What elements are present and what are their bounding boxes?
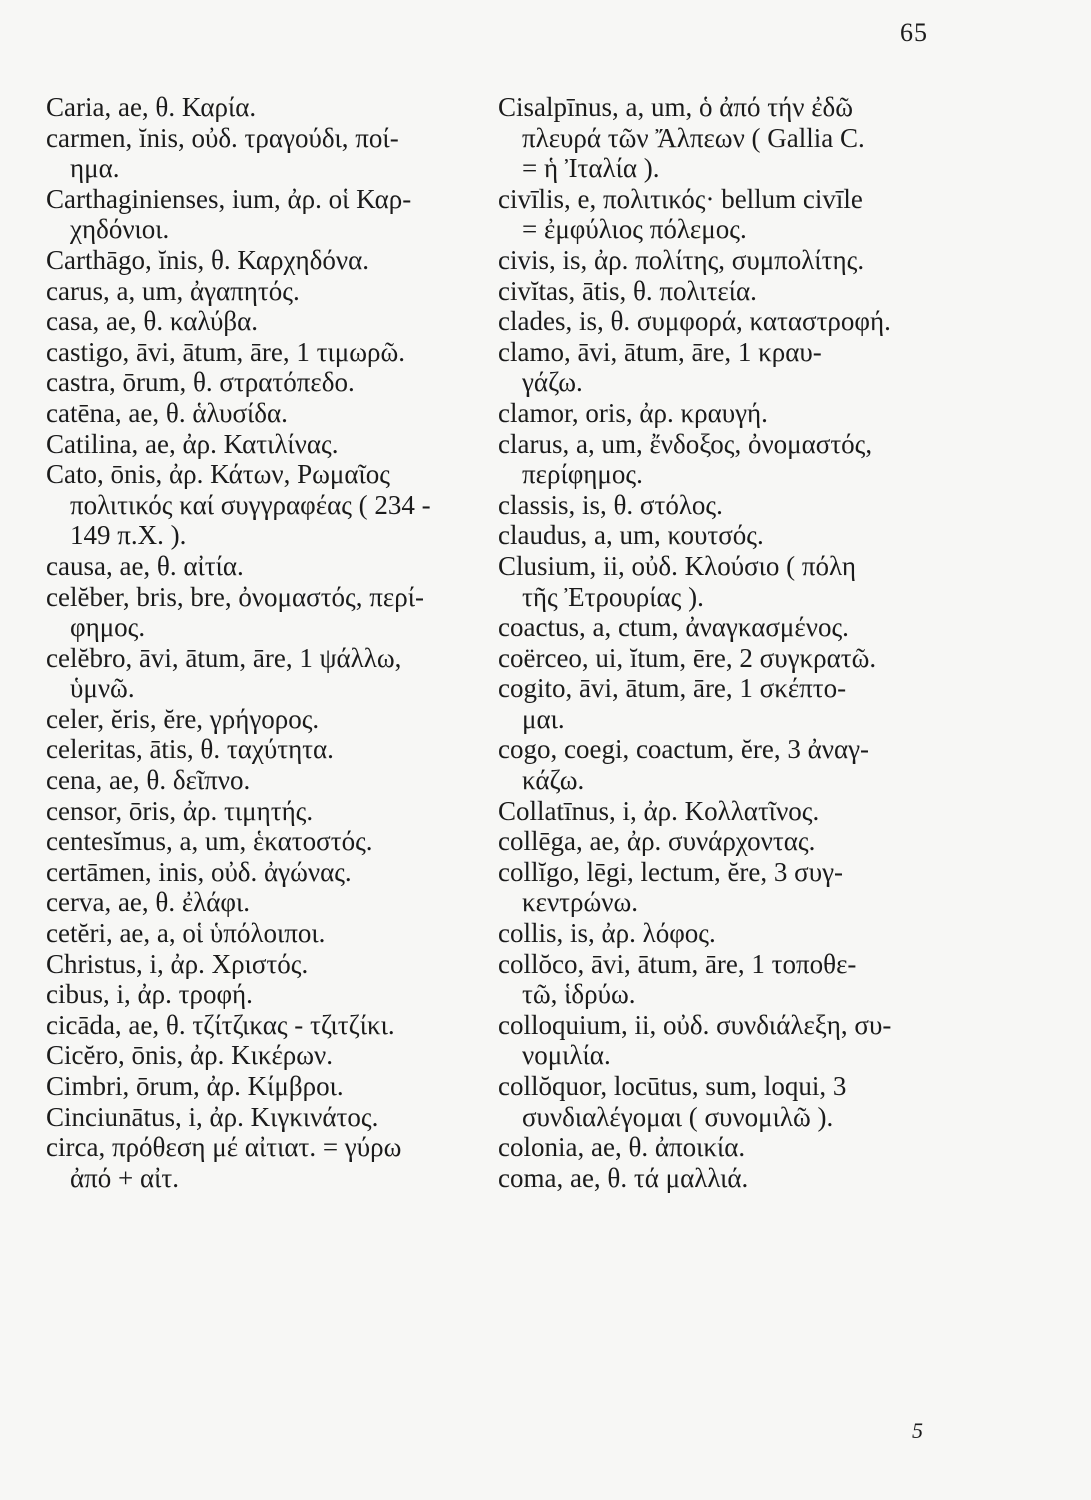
entry-headword-line: Collatīnus, i, ἀρ. Κολλατῖνος. bbox=[498, 795, 820, 826]
entry-headword-line: centesĭmus, a, um, ἑκατοστός. bbox=[46, 826, 373, 857]
entry-headword-line: castigo, āvi, ātum, āre, 1 τιμωρῶ. bbox=[46, 336, 406, 367]
entry-headword-line: cibus, i, ἀρ. τροφή. bbox=[46, 979, 253, 1010]
entry-headword-line: Catilina, ae, ἀρ. Κατιλίνας. bbox=[46, 428, 339, 459]
entry-headword-line: Cinciunātus, i, ἀρ. Κιγκινάτος. bbox=[46, 1101, 379, 1132]
entry-headword-line: castra, ōrum, θ. στρατόπεδο. bbox=[46, 367, 355, 398]
dictionary-entry bbox=[498, 918, 948, 949]
entry-headword-line: colonia, ae, θ. ἀποικία. bbox=[498, 1132, 746, 1163]
entry-headword-line: Cicĕro, ōnis, ἀρ. Κικέρων. bbox=[46, 1040, 334, 1071]
entry-headword-line: coërceo, ui, ĭtum, ēre, 2 συγκρατῶ. bbox=[498, 642, 877, 673]
entry-headword-line: celeritas, ātis, θ. ταχύτητα. bbox=[46, 734, 334, 765]
entry-headword-line: collĭgo, lēgi, lectum, ĕre, 3 συγ- bbox=[498, 856, 844, 887]
entry-continuation-line: πολιτικός καί συγγραφέας ( 234 - bbox=[70, 489, 431, 520]
dictionary-entry bbox=[46, 796, 516, 827]
entry-continuation-line: = ἐμφύλιος πόλεμος. bbox=[522, 214, 747, 245]
entry-continuation-line: νομιλία. bbox=[522, 1040, 611, 1071]
dictionary-entry bbox=[46, 551, 516, 582]
left-column bbox=[46, 92, 516, 1193]
entry-headword-line: certāmen, inis, οὐδ. ἀγώνας. bbox=[46, 856, 352, 887]
entry-continuation-line: ὑμνῶ. bbox=[70, 673, 135, 704]
dictionary-entry bbox=[498, 337, 948, 398]
dictionary-entry bbox=[46, 1010, 516, 1041]
entry-headword-line: Carthāgo, ĭnis, θ. Καρχηδόνα. bbox=[46, 244, 369, 275]
entry-headword-line: Cisalpīnus, a, um, ὁ ἀπό τήν ἐδῶ bbox=[498, 92, 854, 122]
entry-headword-line: collis, is, ἀρ. λόφος. bbox=[498, 918, 716, 949]
entry-headword-line: cogo, coegi, coactum, ĕre, 3 ἀναγ- bbox=[498, 734, 870, 765]
entry-headword-line: civĭtas, ātis, θ. πολιτεία. bbox=[498, 275, 757, 306]
dictionary-entry bbox=[498, 734, 948, 795]
entry-headword-line: clades, is, θ. συμφορά, καταστροφή. bbox=[498, 306, 891, 337]
dictionary-entry bbox=[46, 704, 516, 735]
dictionary-entry bbox=[498, 551, 948, 612]
dictionary-entry bbox=[46, 306, 516, 337]
entry-headword-line: collēga, ae, ἀρ. συνάρχοντας. bbox=[498, 826, 816, 857]
entry-continuation-line: περίφημος. bbox=[522, 459, 643, 490]
dictionary-entry bbox=[46, 949, 516, 980]
entry-continuation-line: ημα. bbox=[70, 153, 120, 184]
entry-headword-line: clamor, oris, ἀρ. κραυγή. bbox=[498, 397, 768, 428]
entry-headword-line: Caria, ae, θ. Καρία. bbox=[46, 92, 257, 122]
dictionary-entry bbox=[46, 1040, 516, 1071]
dictionary-entry bbox=[46, 245, 516, 276]
entry-headword-line: civīlis, e, πολιτικός· bellum civīle bbox=[498, 183, 863, 214]
entry-headword-line: clamo, āvi, ātum, āre, 1 κραυ- bbox=[498, 336, 822, 367]
entry-headword-line: cerva, ae, θ. ἐλάφι. bbox=[46, 887, 251, 918]
signature-mark: 5 bbox=[912, 1418, 923, 1443]
dictionary-entry bbox=[46, 337, 516, 368]
entry-continuation-line: πλευρά τῶν Ἄλπεων ( Gallia C. bbox=[522, 122, 865, 153]
dictionary-entry bbox=[498, 612, 948, 643]
entry-headword-line: catēna, ae, θ. ἁλυσίδα. bbox=[46, 397, 288, 428]
entry-headword-line: Christus, i, ἀρ. Χριστός. bbox=[46, 948, 309, 979]
dictionary-entry bbox=[498, 673, 948, 734]
dictionary-entry bbox=[498, 826, 948, 857]
entry-continuation-line: = ἡ Ἰταλία ). bbox=[522, 153, 660, 184]
dictionary-entry bbox=[46, 1102, 516, 1133]
entry-headword-line: Clusium, ii, οὐδ. Κλούσιο ( πόλη bbox=[498, 550, 856, 581]
dictionary-entry bbox=[498, 1010, 948, 1071]
right-column bbox=[498, 92, 948, 1193]
entry-continuation-line: φημος. bbox=[70, 612, 146, 643]
entry-continuation-line: συνδιαλέγομαι ( συνομιλῶ ). bbox=[522, 1101, 834, 1132]
dictionary-entry bbox=[46, 765, 516, 796]
dictionary-entry bbox=[498, 306, 948, 337]
entry-headword-line: circa, πρόθεση μέ αἰτιατ. = γύρω bbox=[46, 1132, 402, 1163]
dictionary-entry bbox=[498, 245, 948, 276]
dictionary-entry bbox=[498, 92, 948, 184]
entry-headword-line: Cato, ōnis, ἀρ. Κάτων, Ρωμαῖος bbox=[46, 459, 390, 490]
dictionary-entry bbox=[46, 367, 516, 398]
dictionary-entry bbox=[46, 276, 516, 307]
dictionary-entry bbox=[498, 490, 948, 521]
entry-headword-line: civis, is, ἀρ. πολίτης, συμπολίτης. bbox=[498, 244, 865, 275]
entry-continuation-line: μαι. bbox=[522, 703, 565, 734]
dictionary-entry bbox=[46, 582, 516, 643]
entry-headword-line: cicāda, ae, θ. τζίτζικας - τζιτζίκι. bbox=[46, 1009, 395, 1040]
dictionary-entry bbox=[46, 857, 516, 888]
dictionary-entry bbox=[498, 398, 948, 429]
entry-headword-line: carmen, ĭnis, οὐδ. τραγούδι, ποί- bbox=[46, 122, 399, 153]
dictionary-entry bbox=[46, 918, 516, 949]
dictionary-entry bbox=[498, 1163, 948, 1194]
dictionary-entry bbox=[46, 184, 516, 245]
entry-headword-line: cogito, āvi, ātum, āre, 1 σκέπτο- bbox=[498, 673, 847, 704]
entry-headword-line: collŏco, āvi, ātum, āre, 1 τοποθε- bbox=[498, 948, 857, 979]
entry-headword-line: coma, ae, θ. τά μαλλιά. bbox=[498, 1162, 749, 1193]
dictionary-entry bbox=[46, 1132, 516, 1193]
dictionary-entry bbox=[46, 429, 516, 460]
entry-headword-line: censor, ōris, ἀρ. τιμητής. bbox=[46, 795, 314, 826]
entry-continuation-line: 149 π.Χ. ). bbox=[70, 520, 187, 551]
dictionary-entry bbox=[498, 1132, 948, 1163]
dictionary-entry bbox=[46, 398, 516, 429]
dictionary-entry bbox=[46, 123, 516, 184]
entry-headword-line: cena, ae, θ. δεῖπνο. bbox=[46, 765, 251, 796]
entry-headword-line: coactus, a, ctum, ἀναγκασμένος. bbox=[498, 612, 849, 643]
entry-headword-line: cetĕri, ae, a, οἱ ὑπόλοιποι. bbox=[46, 918, 326, 949]
entry-continuation-line: χηδόνιοι. bbox=[70, 214, 170, 245]
entry-headword-line: Carthaginienses, ium, ἀρ. οἱ Καρ- bbox=[46, 183, 412, 214]
entry-continuation-line: τῆς Ἐτρουρίας ). bbox=[522, 581, 704, 612]
dictionary-entry bbox=[498, 949, 948, 1010]
dictionary-entry bbox=[46, 643, 516, 704]
dictionary-entry bbox=[498, 643, 948, 674]
entry-continuation-line: κάζω. bbox=[522, 765, 585, 796]
entry-continuation-line: τῶ, ἱδρύω. bbox=[522, 979, 636, 1010]
entry-continuation-line: γάζω. bbox=[522, 367, 583, 398]
entry-headword-line: colloquium, ii, οὐδ. συνδιάλεξη, συ- bbox=[498, 1009, 892, 1040]
dictionary-entry bbox=[498, 857, 948, 918]
dictionary-entry bbox=[46, 826, 516, 857]
dictionary-entry bbox=[46, 979, 516, 1010]
dictionary-entry bbox=[498, 796, 948, 827]
page-number: 65 bbox=[900, 18, 928, 47]
entry-headword-line: carus, a, um, ἀγαπητός. bbox=[46, 275, 300, 306]
dictionary-entry bbox=[46, 459, 516, 551]
entry-headword-line: celer, ĕris, ĕre, γρήγορος. bbox=[46, 703, 320, 734]
entry-continuation-line: ἀπό + αἰτ. bbox=[70, 1162, 180, 1193]
dictionary-entry bbox=[498, 276, 948, 307]
entry-headword-line: causa, ae, θ. αἰτία. bbox=[46, 550, 244, 581]
dictionary-entry bbox=[46, 734, 516, 765]
entry-headword-line: casa, ae, θ. καλύβα. bbox=[46, 306, 258, 337]
dictionary-entry bbox=[498, 1071, 948, 1132]
dictionary-entry bbox=[498, 184, 948, 245]
entry-continuation-line: κεντρώνω. bbox=[522, 887, 638, 918]
dictionary-entry bbox=[46, 1071, 516, 1102]
dictionary-entry bbox=[46, 887, 516, 918]
entry-headword-line: classis, is, θ. στόλος. bbox=[498, 489, 723, 520]
dictionary-entry bbox=[46, 92, 516, 123]
entry-headword-line: claudus, a, um, κουτσός. bbox=[498, 520, 764, 551]
dictionary-entry bbox=[498, 520, 948, 551]
entry-headword-line: Cimbri, ōrum, ἀρ. Κίμβροι. bbox=[46, 1071, 344, 1101]
entry-headword-line: celĕber, bris, bre, ὀνομαστός, περί- bbox=[46, 581, 424, 612]
entry-headword-line: celĕbro, āvi, ātum, āre, 1 ψάλλω, bbox=[46, 642, 402, 673]
entry-headword-line: collŏquor, locūtus, sum, loqui, 3 bbox=[498, 1071, 847, 1101]
dictionary-entry bbox=[498, 429, 948, 490]
entry-headword-line: clarus, a, um, ἔνδοξος, ὀνομαστός, bbox=[498, 428, 873, 459]
